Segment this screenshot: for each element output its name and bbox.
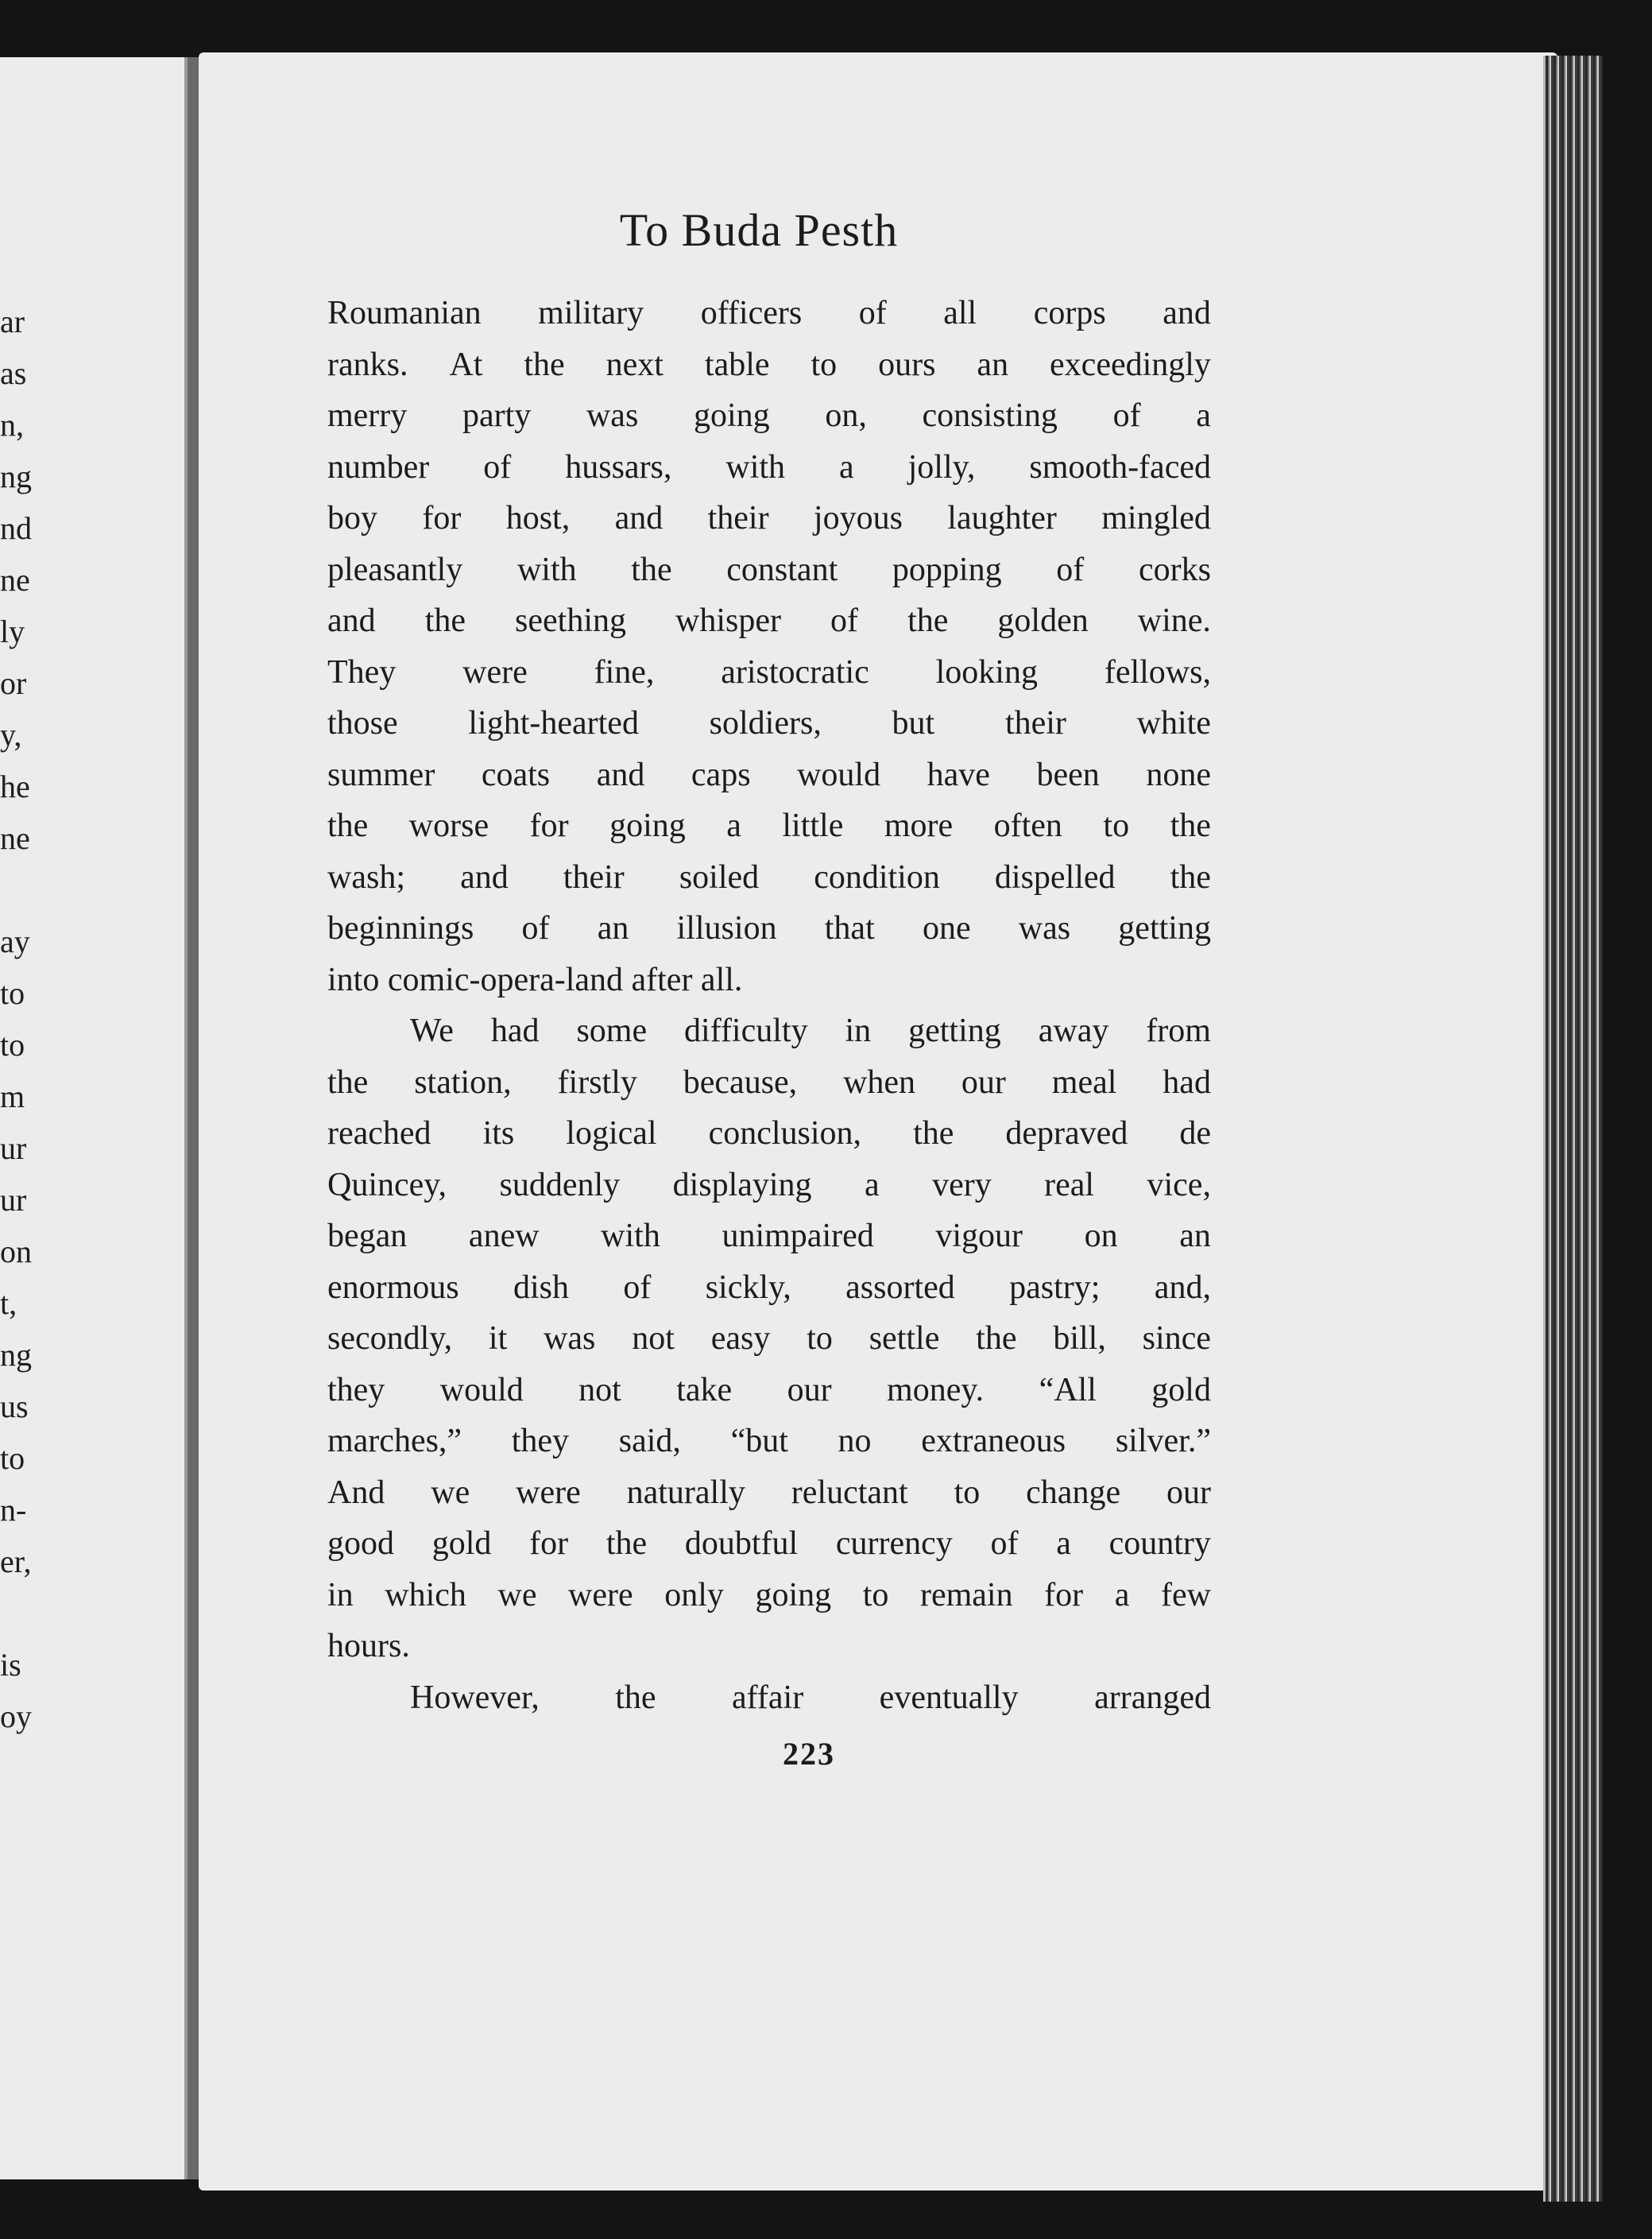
facing-page-fragment: ur [0, 1130, 27, 1166]
page-number: 223 [783, 1736, 835, 1772]
facing-page-fragment: he [0, 769, 30, 804]
text-line: and the seething whisper of the golden wine. [327, 602, 1211, 639]
facing-page-fragment: on [0, 1234, 32, 1269]
facing-page-text-fragments [0, 296, 184, 1742]
text-line: ranks. At the next table to ours an exceedingly [327, 346, 1211, 383]
facing-page-fragment: ng [0, 1337, 32, 1373]
text-line: boy for host, and their joyous laughter mingled [327, 500, 1211, 537]
facing-page-fragment: as [0, 355, 27, 391]
facing-page-fragment: ur [0, 1182, 27, 1218]
text-line: hours. [327, 1628, 410, 1664]
text-line: merry party was going on, consisting of a [327, 397, 1211, 434]
page-edges [1543, 56, 1603, 2202]
text-line: They were fine, aristocratic looking fellows, [327, 653, 1211, 691]
text-line: into comic-opera-land after all. [327, 961, 743, 998]
text-line: they would not take our money. “All gold [327, 1371, 1211, 1408]
facing-page-fragment [0, 864, 184, 916]
text-line: wash; and their soiled condition dispelled the [327, 858, 1211, 896]
text-line: began anew with unimpaired vigour on an [327, 1218, 1211, 1254]
body-text [327, 288, 1211, 1723]
facing-page-fragment: or [0, 665, 27, 701]
facing-page-fragment: n, [0, 407, 24, 443]
facing-page-fragment: to [0, 1440, 25, 1476]
facing-page-fragment: oy [0, 1699, 32, 1734]
facing-page-fragment: to [0, 1027, 25, 1063]
text-line: number of hussars, with a jolly, smooth-faced [327, 448, 1211, 486]
facing-page-fragment: ng [0, 459, 32, 494]
text-line: summer coats and caps would have been none [327, 756, 1211, 793]
facing-page-fragment: nd [0, 510, 32, 546]
text-line: enormous dish of sickly, assorted pastry; and, [327, 1269, 1211, 1306]
text-line: the station, firstly because, when our meal had [327, 1063, 1211, 1101]
text-line: those light-hearted soldiers, but their white [327, 705, 1211, 742]
text-line: good gold for the doubtful currency of a country [327, 1525, 1211, 1562]
book-gutter [188, 57, 199, 2179]
facing-page-fragment: us [0, 1389, 29, 1424]
facing-page-fragment: to [0, 975, 25, 1011]
facing-page-fragment: er, [0, 1544, 32, 1579]
text-line: However, the affair eventually arranged [410, 1679, 1211, 1716]
facing-page-fragment: m [0, 1079, 25, 1114]
text-line: We had some difficulty in getting away from [410, 1013, 1211, 1049]
text-line: Quincey, suddenly displaying a very real vice, [327, 1166, 1211, 1203]
facing-page-fragment: ne [0, 562, 30, 598]
facing-page-fragment: ne [0, 820, 30, 856]
facing-page-left [0, 57, 188, 2179]
running-head: To Buda Pesth [619, 204, 899, 256]
facing-page-fragment: ly [0, 614, 25, 649]
text-line: And we were naturally reluctant to change our [327, 1474, 1211, 1511]
facing-page-fragment: ay [0, 924, 30, 959]
text-line: beginnings of an illusion that one was getting [327, 910, 1211, 947]
facing-page-fragment: y, [0, 717, 22, 753]
facing-page-fragment: t, [0, 1285, 17, 1321]
text-line: marches,” they said, “but no extraneous silver.” [327, 1423, 1211, 1459]
text-line: the worse for going a little more often to the [327, 808, 1211, 844]
facing-page-fragment [0, 1587, 184, 1639]
text-line: Roumanian military officers of all corps and [327, 295, 1211, 331]
text-line: pleasantly with the constant popping of corks [327, 551, 1211, 588]
facing-page-fragment: is [0, 1647, 21, 1683]
facing-page-fragment: ar [0, 304, 25, 339]
text-line: reached its logical conclusion, the depraved de [327, 1115, 1211, 1152]
facing-page-fragment: n- [0, 1492, 27, 1528]
text-line: in which we were only going to remain for a few [327, 1576, 1211, 1613]
text-line: secondly, it was not easy to settle the bill, since [327, 1320, 1211, 1357]
